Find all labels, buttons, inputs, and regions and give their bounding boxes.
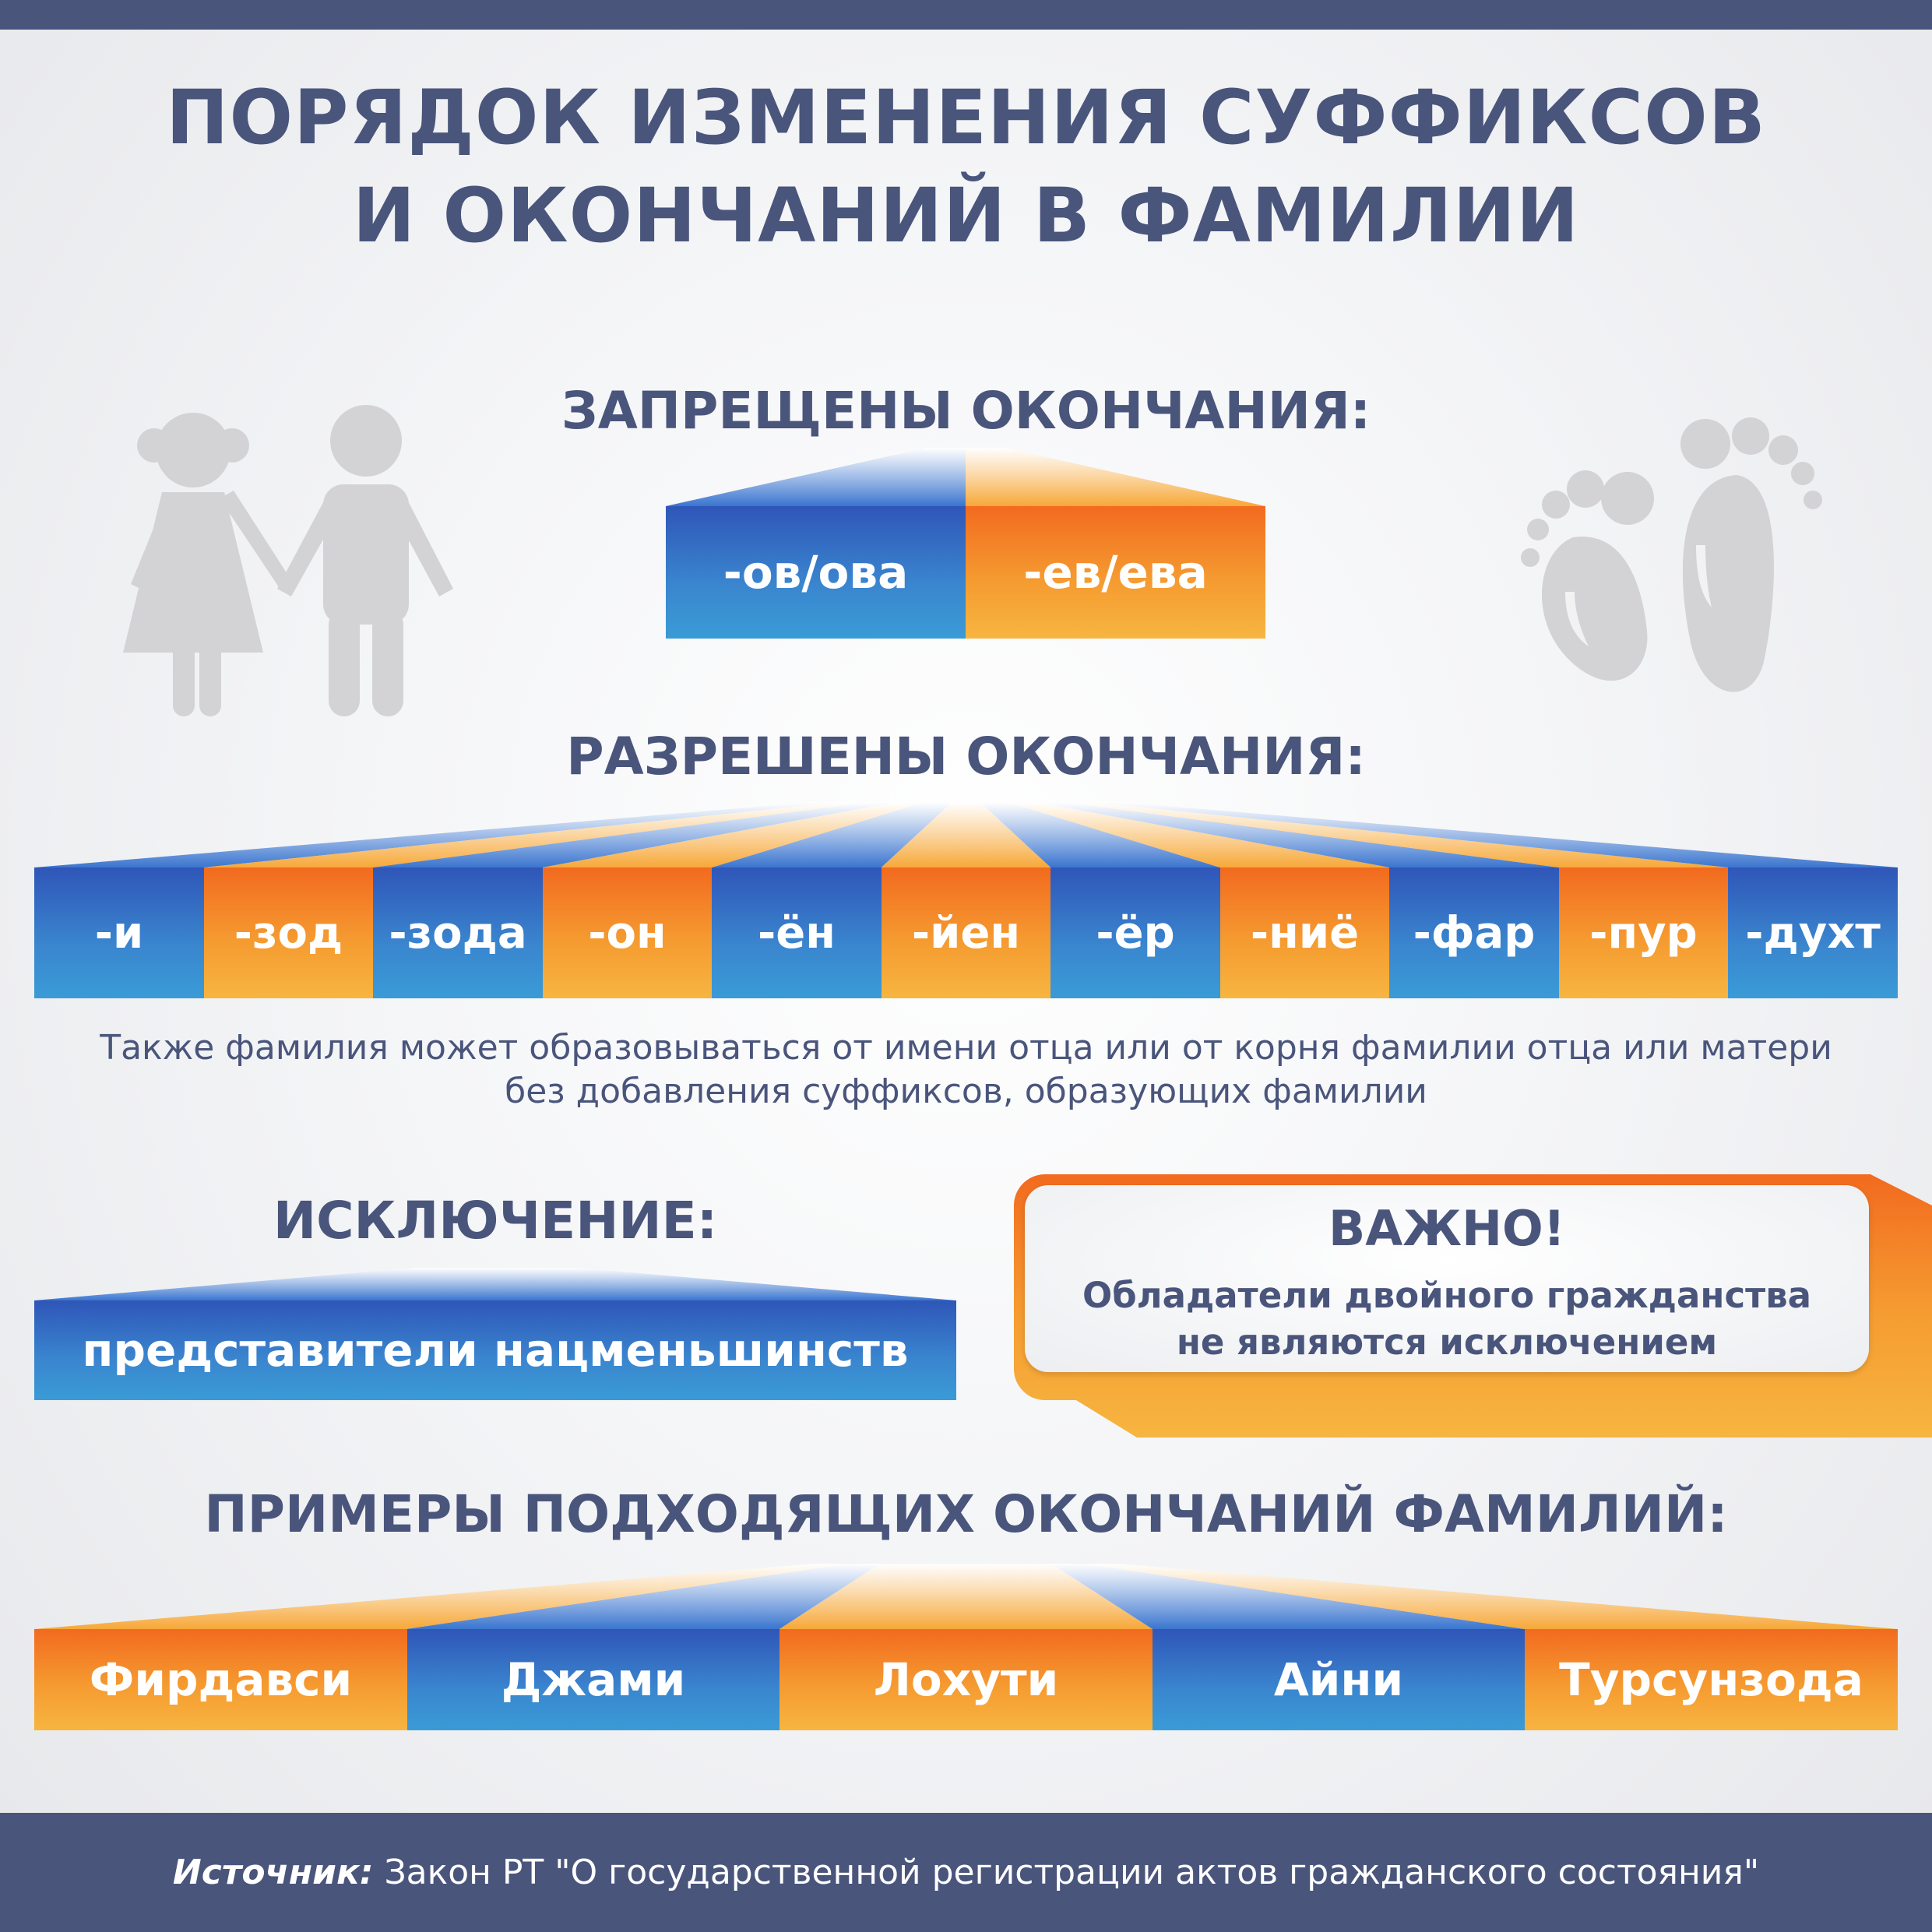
allowed-item: -зод — [204, 867, 373, 998]
exception-heading: ИСКЛЮЧЕНИЕ: — [273, 1191, 718, 1251]
example-item: Айни — [1153, 1629, 1525, 1730]
allowed-item: -фар — [1389, 867, 1559, 998]
important-line-2: не являются исключением — [1176, 1321, 1718, 1363]
important-title: ВАЖНО! — [1328, 1200, 1565, 1257]
allowed-item: -йен — [882, 867, 1050, 998]
note-line-1: Также фамилия может образовываться от имени отца или от корня фамилии отца или матери — [100, 1028, 1832, 1068]
example-item: Фирдавси — [34, 1629, 407, 1730]
allowed-roof — [34, 802, 1898, 867]
source-text: Закон РТ "О государственной регистрации актов гражданского состояния" — [384, 1853, 1760, 1892]
allowed-heading: РАЗРЕШЕНЫ ОКОНЧАНИЯ: — [566, 727, 1366, 787]
important-line-1: Обладатели двойного гражданства — [1082, 1275, 1812, 1316]
allowed-item: -духт — [1728, 867, 1898, 998]
forbidden-heading: ЗАПРЕЩЕНЫ ОКОНЧАНИЯ: — [561, 381, 1371, 441]
example-item: Джами — [407, 1629, 779, 1730]
example-item: Лохути — [779, 1629, 1153, 1730]
forbidden-item: -ев/ева — [966, 506, 1265, 639]
important-text — [1025, 1272, 1869, 1366]
title-line-1: ПОРЯДОК ИЗМЕНЕНИЯ СУФФИКСОВ — [166, 74, 1766, 161]
children-icon — [117, 405, 459, 724]
examples-roof — [34, 1564, 1898, 1629]
forbidden-item: -ов/ова — [666, 506, 966, 639]
allowed-item: -ён — [712, 867, 882, 998]
note-text — [0, 1026, 1932, 1114]
allowed-item: -зода — [373, 867, 543, 998]
footprints-icon — [1511, 405, 1838, 716]
allowed-item: -и — [34, 867, 204, 998]
examples-group — [34, 1564, 1898, 1730]
forbidden-group — [666, 448, 1265, 639]
examples-heading: ПРИМЕРЫ ПОДХОДЯЩИХ ОКОНЧАНИЙ ФАМИЛИЙ: — [204, 1484, 1728, 1544]
top-bar — [0, 0, 1932, 30]
exception-roof — [34, 1268, 956, 1300]
exception-group — [34, 1268, 956, 1400]
note-line-2: без добавления суффиксов, образующих фамилии — [505, 1072, 1427, 1111]
exception-item: представители нацменьшинств — [34, 1300, 956, 1400]
footer — [0, 1813, 1932, 1932]
source-label: Источник: — [172, 1853, 374, 1892]
title-line-2: И ОКОНЧАНИЙ В ФАМИЛИИ — [352, 172, 1580, 259]
page-title — [0, 69, 1932, 265]
allowed-item: -ниё — [1220, 867, 1389, 998]
allowed-item: -он — [543, 867, 712, 998]
allowed-item: -пур — [1559, 867, 1728, 998]
allowed-item: -ёр — [1050, 867, 1220, 998]
forbidden-roof — [666, 448, 1265, 506]
example-item: Турсунзода — [1525, 1629, 1898, 1730]
allowed-group — [34, 802, 1898, 998]
